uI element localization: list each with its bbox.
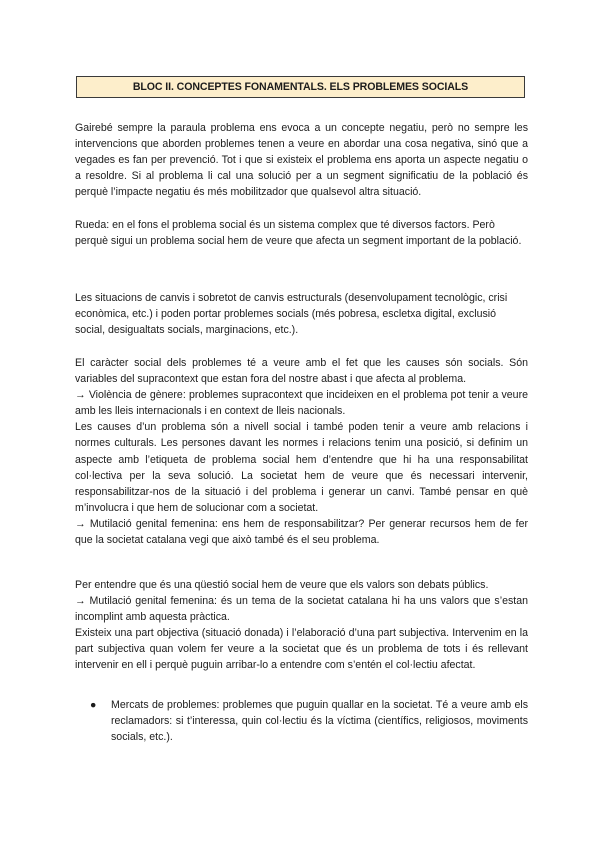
paragraph-text: Rueda: en el fons el problema social és un sistema complex que té diversos factors. Però perquè sigui un problema social hem de veure que afecta un segment important de la població. bbox=[75, 219, 522, 248]
paragraph-line: Per entendre que és una qüestió social hem de veure que els valors son debats públics. bbox=[75, 579, 489, 591]
paragraph-public-debate bbox=[75, 577, 528, 674]
section-title: BLOC II. CONCEPTES FONAMENTALS. ELS PROBLEMES SOCIALS bbox=[76, 76, 525, 98]
paragraph-line: Les causes d’un problema són a nivell social i també poden tenir a veure amb relacions i normes culturals. Les persones davant les normes i relacions tenim una posició, si definim un aspecte amb l’etiqueta de problema social hem d’entendre que hi ha una responsabilitat col·lectiva per la seva solució. La societat hem de veure que és necessari intervenir, responsabilitzar-nos de la situació i del problema i generar un canvi. També pensar en què m’involucra i que hem de solucionar com a societat. bbox=[75, 421, 528, 514]
paragraph-social-character bbox=[75, 355, 528, 548]
paragraph-structural-changes bbox=[75, 290, 528, 338]
bullet-icon: ● bbox=[90, 699, 97, 711]
paragraph-rueda bbox=[75, 217, 528, 249]
paragraph-text: Les situacions de canvis i sobretot de canvis estructurals (desenvolupament tecnològic, crisi econòmica, etc.) i poden portar problemes socials (més pobresa, escletxa digital, exclusió social, desigualtats socials, marginacions, etc.). bbox=[75, 292, 508, 337]
arrow-note: → Mutilació genital femenina: ens hem de responsabilitzar? Per generar recursos hem de fer que la societat catalana vegi que això també és el seu problema. bbox=[75, 517, 528, 547]
paragraph-line: Existeix una part objectiva (situació donada) i l’elaboració d’una part subjectiva. Intervenim en la part subjectiva quan volem fer veure a la societat que és un problema de tots i és rellevant intervenir en ell i perquè puguin arribar-lo a entendre com s’entén el col·lectiu afectat. bbox=[75, 627, 528, 672]
arrow-note: → Mutilació genital femenina: és un tema de la societat catalana hi ha uns valors que s’estan incomplint amb aquesta pràctica. bbox=[75, 595, 528, 624]
arrow-note: → Violència de gènere: problemes supracontext que incideixen en el problema pot tenir a veure amb les lleis internacionals i en context de lleis nacionals. bbox=[75, 389, 528, 418]
paragraph-intro bbox=[75, 120, 528, 200]
paragraph-line: El caràcter social dels problemes té a veure amb el fet que les causes són socials. Són variables del supracontext que estan fora del nostre abast i que afecta al problema. bbox=[75, 357, 528, 386]
list-item: Mercats de problemes: problemes que puguin quallar en la societat. Té a veure amb els reclamadors: si t’interessa, quin col·lectiu és la víctima (científics, religiosos, moviments socials, etc.). bbox=[111, 699, 528, 744]
paragraph-text: Gairebé sempre la paraula problema ens evoca a un concepte negatiu, però no sempre les intervencions que aborden problemes tenen a veure en abordar una cosa negativa, sinó que a vegades es fan per prevenció. Tot i que si existeix el problema ens aporta un aspecte negatiu o a resoldre. Si al problema li cal una solució per a un segment significatiu de la població és perquè l’impacte negatiu és més mobilitzador que qualsevol altra situació. bbox=[75, 122, 528, 199]
